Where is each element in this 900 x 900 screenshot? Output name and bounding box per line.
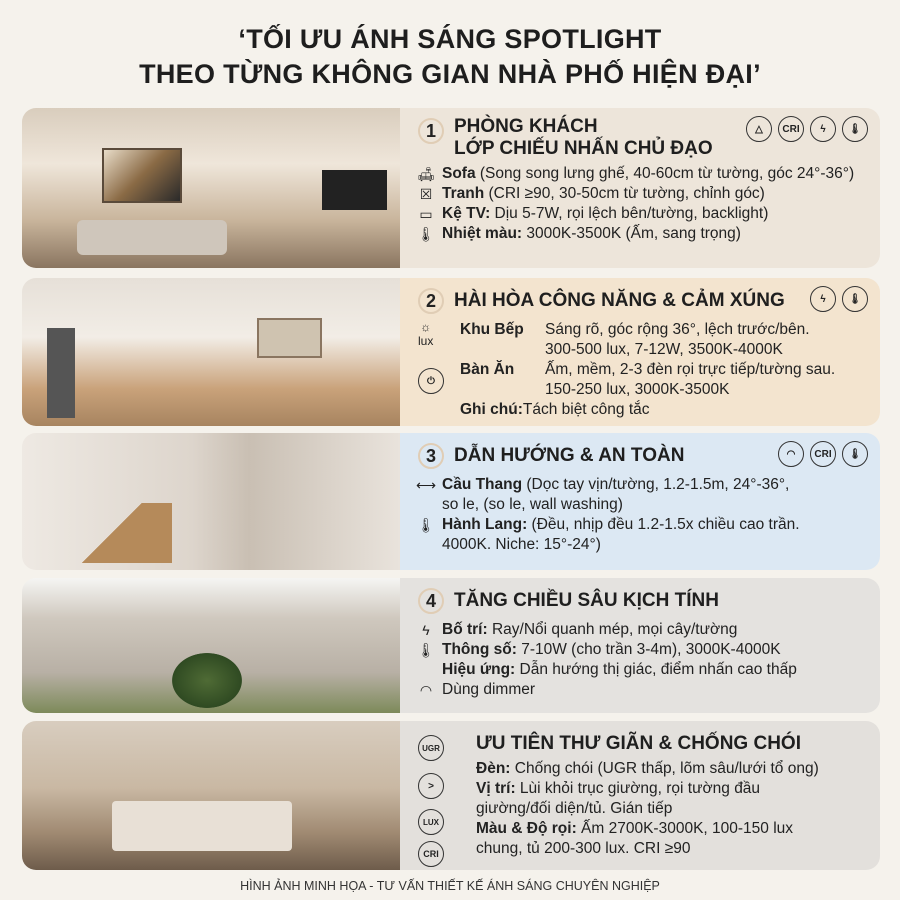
kitchen-photo bbox=[22, 278, 400, 426]
lux-icon: ☼ lux bbox=[418, 320, 434, 348]
page-title: ‘TỐI ƯU ÁNH SÁNG SPOTLIGHT THEO TỪNG KHÔNG GIAN NHÀ PHỐ HIỆN ĐẠI’ bbox=[139, 24, 761, 89]
section-heading: PHÒNG KHÁCH LỚP CHIẾU NHẤN CHỦ ĐẠO bbox=[454, 116, 713, 159]
list-item: Đèn: Chống chói (UGR thấp, lõm sâu/lưới tổ ong) bbox=[476, 760, 819, 777]
living-room-photo bbox=[22, 108, 400, 268]
list-item: ◠ Dùng dimmer bbox=[410, 680, 872, 700]
ugr-icon: UGR bbox=[418, 735, 444, 761]
note: Ghi chú: Tách biệt công tắc bbox=[460, 401, 650, 418]
section-heading: DẪN HƯỚNG & AN TOÀN bbox=[454, 445, 685, 466]
painting-icon: ☒ bbox=[419, 186, 433, 202]
section-skylight bbox=[22, 578, 880, 713]
skylight-photo bbox=[22, 578, 400, 713]
angle-icon: > bbox=[418, 773, 444, 799]
list-item: ϟ Bố trí: Ray/Nổi quanh mép, mọi cây/tường bbox=[410, 620, 872, 640]
section-stairs-corridor bbox=[22, 433, 880, 570]
list-item: Hiệu ứng: Dẫn hướng thị giác, điểm nhấn cao thấp bbox=[442, 661, 797, 678]
thermometer-icon: 🌡 bbox=[842, 441, 868, 467]
tv-icon: ▭ bbox=[419, 206, 433, 222]
footer: HÌNH ẢNH MINH HỌA - TƯ VẤN THIẾT KẾ ÁNH SÁNG CHUYÊN NGHIỆP bbox=[240, 879, 660, 893]
list-item: 🛋 Sofa (Song song lưng ghế, 40-60cm từ tường, góc 24°-36°) bbox=[410, 164, 872, 184]
arrows-horizontal-icon: ⟷ bbox=[415, 477, 437, 493]
section-number: 2 bbox=[418, 288, 444, 314]
section-kitchen-dining bbox=[22, 278, 880, 426]
section-number: 3 bbox=[418, 443, 444, 469]
list-item: Vị trí: Lùi khỏi trục giường, rọi tường đầu giường/đối diện/tủ. Gián tiếp bbox=[476, 780, 761, 817]
dimmer-icon: ◠ bbox=[778, 441, 804, 467]
list-item: 🌡 Hành Lang: (Đều, nhịp đều 1.2-1.5x chiều cao trần. 4000K. Niche: 15°-24°) bbox=[410, 515, 872, 555]
power-switch-icon: ⏻ bbox=[418, 368, 444, 394]
list-item: Khu Bếp Sáng rõ, góc rộng 36°, lệch trước/bên. 300-500 lux, 7-12W, 3500K-4000K bbox=[460, 321, 810, 358]
power-icon: ϟ bbox=[810, 116, 836, 142]
section-heading: TĂNG CHIỀU SÂU KỊCH TÍNH bbox=[454, 590, 719, 611]
power-icon: ϟ bbox=[422, 622, 430, 638]
cri-icon: CRI bbox=[778, 116, 804, 142]
beam-angle-icon: △ bbox=[746, 116, 772, 142]
list-item: ☒ Tranh (CRI ≥90, 30-50cm từ tường, chỉnh góc) bbox=[410, 184, 872, 204]
sofa-icon: 🛋 bbox=[417, 166, 435, 182]
thermometer-icon: 🌡 bbox=[842, 116, 868, 142]
dimmer-icon: ◠ bbox=[419, 682, 433, 698]
thermometer-icon: 🌡 bbox=[417, 642, 435, 658]
thermometer-icon: 🌡 bbox=[417, 517, 435, 533]
power-icon: ϟ bbox=[810, 286, 836, 312]
lux-icon: LUX bbox=[418, 809, 444, 835]
staircase-photo bbox=[22, 433, 400, 570]
list-item: ▭ Kệ TV: Dịu 5-7W, rọi lệch bên/tường, backlight) bbox=[410, 204, 872, 224]
thermometer-icon: 🌡 bbox=[842, 286, 868, 312]
cri-icon: CRI bbox=[418, 841, 444, 867]
section-number: 1 bbox=[418, 118, 444, 144]
list-item: Bàn Ăn Ấm, mềm, 2-3 đèn rọi trực tiếp/tường sau. 150-250 lux, 3000K-3500K bbox=[460, 361, 836, 398]
list-item: ⟷ Cầu Thang (Dọc tay vịn/tường, 1.2-1.5m, 24°-36°, so le, (so le, wall washing) bbox=[410, 475, 872, 515]
section-heading: HÀI HÒA CÔNG NĂNG & CẢM XÚNG bbox=[454, 290, 785, 311]
list-item: Màu & Độ rọi: Ấm 2700K-3000K, 100-150 lux chung, tủ 200-300 lux. CRI ≥90 bbox=[476, 820, 794, 857]
section-heading: ƯU TIÊN THƯ GIÃN & CHỐNG CHÓI bbox=[476, 733, 801, 754]
bedroom-photo bbox=[22, 721, 400, 870]
section-number: 4 bbox=[418, 588, 444, 614]
list-item: 🌡 Thông số: 7-10W (cho trần 3-4m), 3000K-4000K bbox=[410, 640, 872, 660]
thermometer-icon: 🌡 bbox=[417, 226, 435, 242]
section-bedroom bbox=[22, 721, 880, 870]
cri-icon: CRI bbox=[810, 441, 836, 467]
list-item: 🌡 Nhiệt màu: 3000K-3500K (Ấm, sang trọng) bbox=[410, 224, 872, 244]
section-living-room bbox=[22, 108, 880, 268]
